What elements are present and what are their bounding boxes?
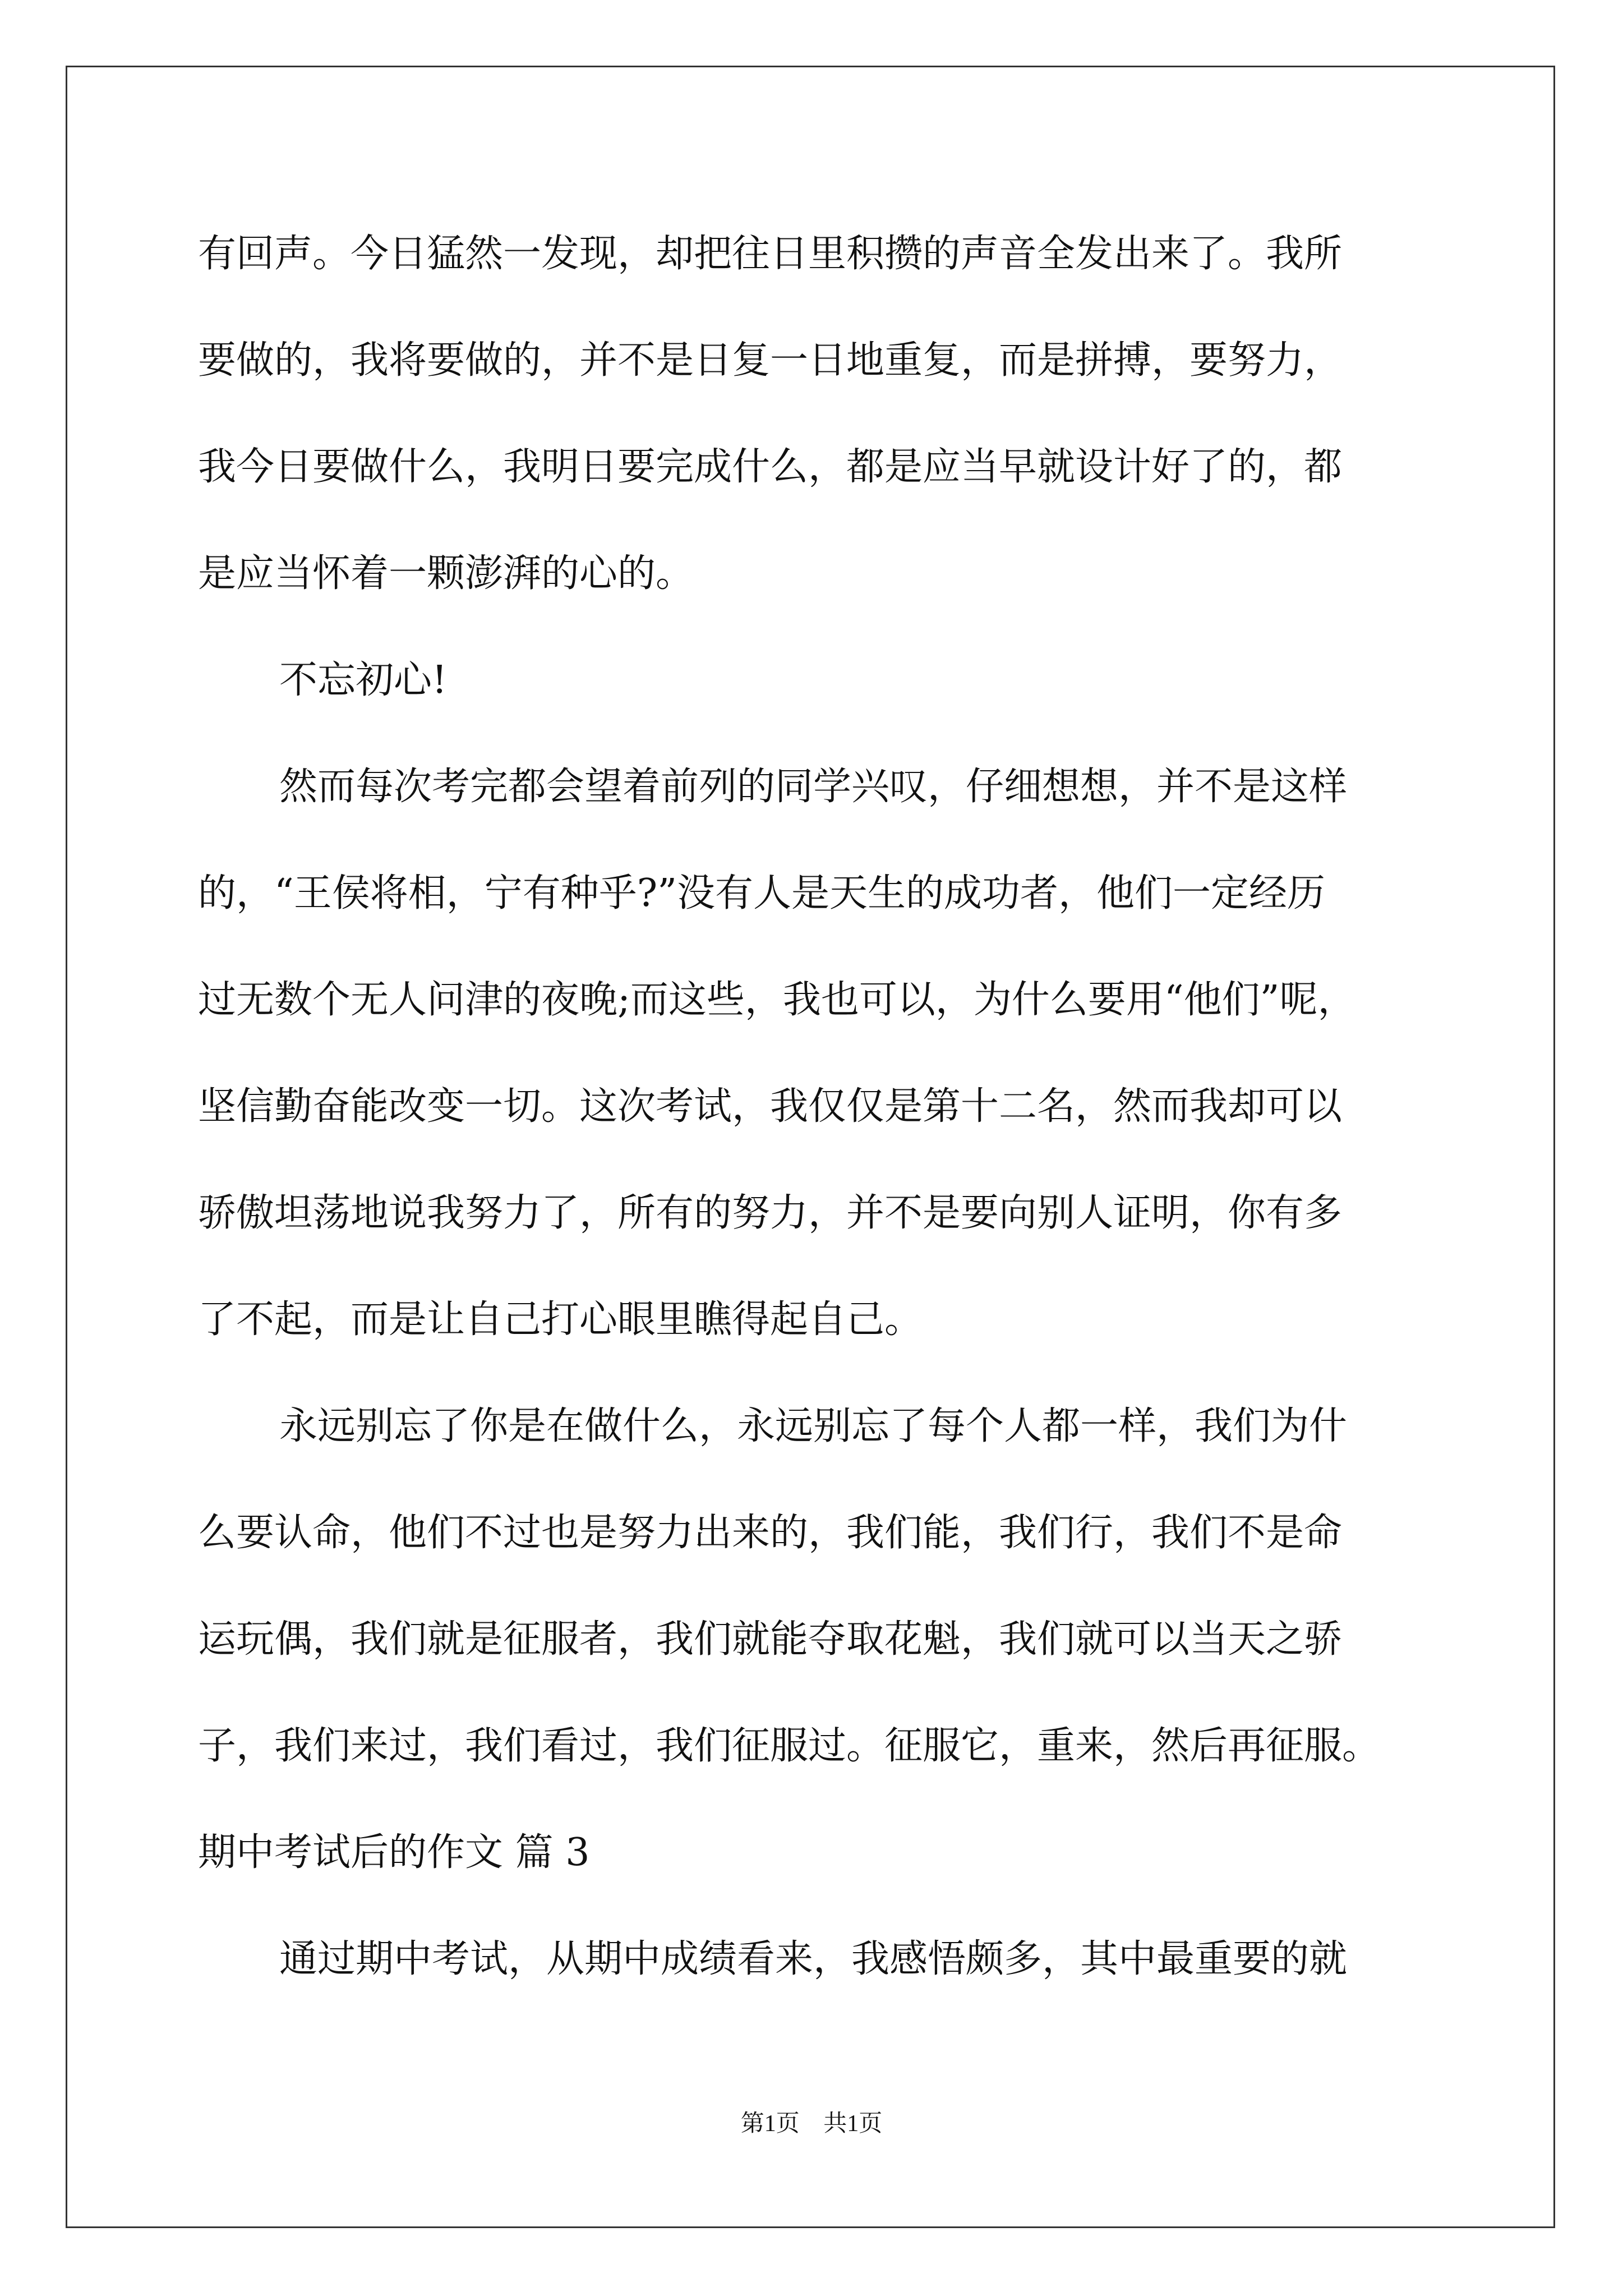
text-line: 是应当怀着一颗澎湃的心的。 <box>198 551 694 596</box>
document-body <box>198 201 1449 2013</box>
text-line: 了不起，而是让自己打心眼里瞧得起自己。 <box>198 1297 923 1342</box>
text-line: 不忘初心! <box>279 658 448 702</box>
section-heading: 期中考试后的作文 篇 3 <box>198 1830 590 1875</box>
text-line: 的，“王侯将相，宁有种乎?”没有人是天生的成功者，他们一定经历 <box>198 871 1325 915</box>
page-number: 第1页 <box>740 2111 800 2137</box>
page-footer <box>0 2105 1623 2138</box>
text-line: 么要认命，他们不过也是努力出来的，我们能，我们行，我们不是命 <box>198 1511 1343 1555</box>
text-line: 通过期中考试，从期中成绩看来，我感悟颇多，其中最重要的就 <box>279 1937 1348 1981</box>
text-line: 骄傲坦荡地说我努力了，所有的努力，并不是要向别人证明，你有多 <box>198 1191 1343 1235</box>
text-line: 子，我们来过，我们看过，我们征服过。征服它，重来，然后再征服。 <box>198 1724 1381 1768</box>
text-line: 要做的，我将要做的，并不是日复一日地重复，而是拼搏，要努力， <box>198 338 1343 383</box>
page-total: 共1页 <box>823 2111 883 2137</box>
text-line: 有回声。今日猛然一发现，却把往日里积攒的声音全发出来了。我所 <box>198 232 1343 276</box>
text-line: 永远别忘了你是在做什么，永远别忘了每个人都一样，我们为什 <box>279 1404 1348 1448</box>
text-line: 坚信勤奋能改变一切。这次考试，我仅仅是第十二名，然而我却可以 <box>198 1084 1343 1129</box>
text-line: 我今日要做什么，我明日要完成什么，都是应当早就设计好了的，都 <box>198 445 1343 489</box>
text-line: 然而每次考完都会望着前列的同学兴叹，仔细想想，并不是这样 <box>279 765 1348 809</box>
text-line: 运玩偶，我们就是征服者，我们就能夺取花魁，我们就可以当天之骄 <box>198 1617 1343 1662</box>
text-line: 过无数个无人问津的夜晚;而这些，我也可以，为什么要用“他们”呢， <box>198 978 1356 1022</box>
